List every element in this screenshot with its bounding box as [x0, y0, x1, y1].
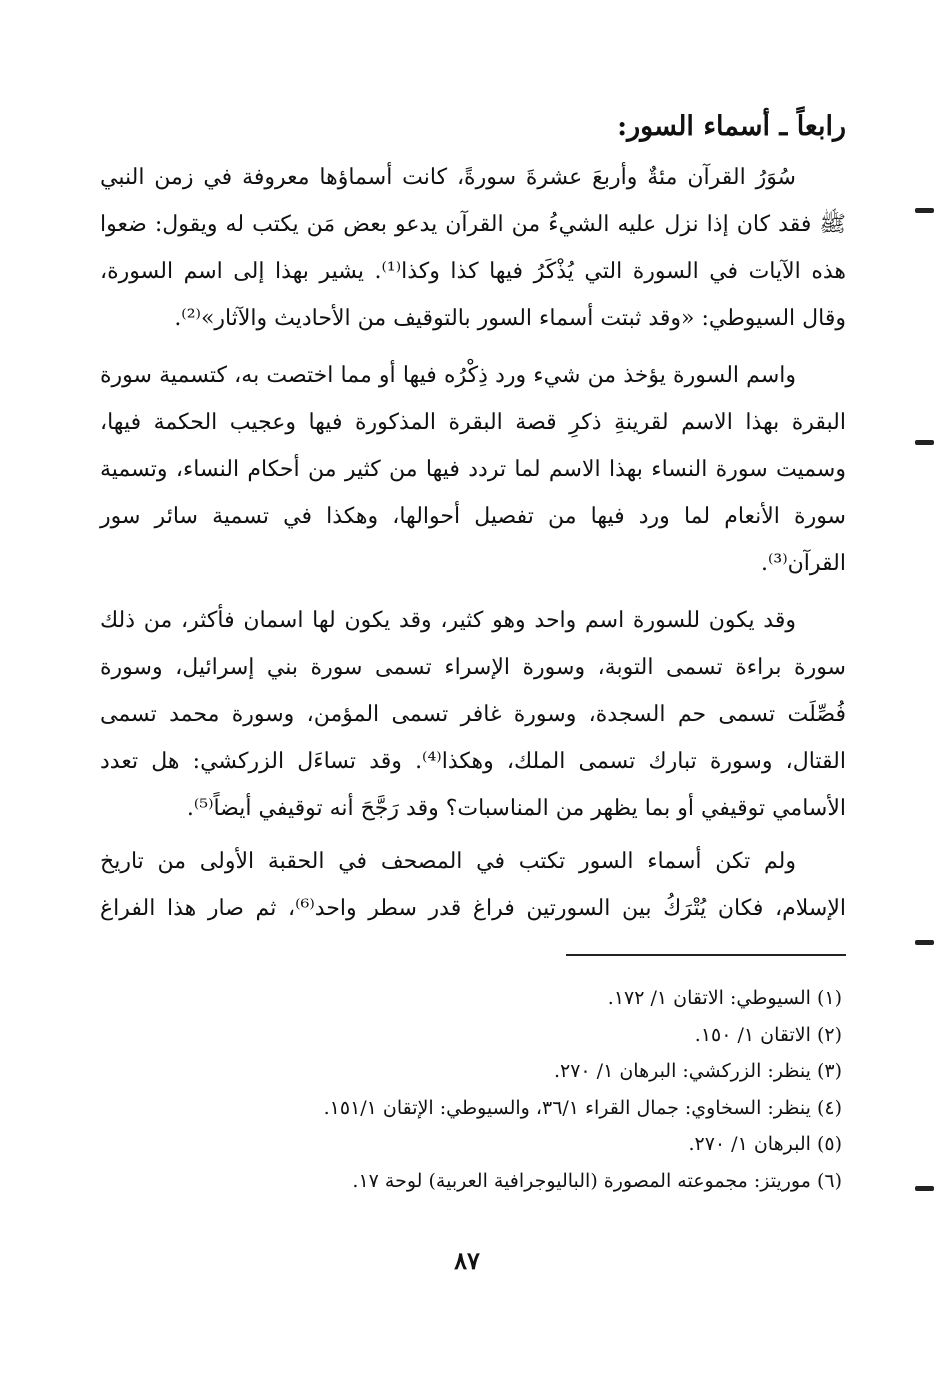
paragraph-multiple-names: وقد يكون للسورة اسم واحد وهو كثير، وقد يكون لها اسمان فأكثر، من ذلك سورة براءة تسمى التوبة، وسورة الإسراء تسمى سورة بني إسرائيل، وسورة فُصِّلَت تسمى حم السجدة، وسورة غافر تسمى المؤمن، وسورة محمد تسمى القتال، وسورة تبارك تسمى الملك، وهكذا⁽⁴⁾. وقد تساءَل الزركشي: هل تعدد الأسامي توقيفي أو بما يظهر من المناسبات؟ وقد رَجَّحَ أنه توقيفي أيضاً⁽⁵⁾. — [100, 608, 846, 821]
scan-edge-mark — [915, 440, 934, 445]
paragraph-surah-count: سُوَرُ القرآن مئةٌ وأربعَ عشرةَ سورةً، كانت أسماؤها معروفة في زمن النبي ﷺ فقد كان إذا نزل عليه الشيءُ من القرآن يدعو بعض مَن يكتب له ويقول: ضعوا هذه الآيات في السورة التي يُذْكَرُ فيها كذا وكذا⁽¹⁾. يشير بهذا إلى اسم السورة، وقال السيوطي: «وقد ثبتت أسماء السور بالتوقيف من الأحاديث والآثار»⁽²⁾. — [100, 165, 846, 331]
footnote-item: (١) السيوطي: الاتقان ١/ ١٧٢. — [607, 987, 842, 1009]
footnote-item: (٦) موريتز: مجموعته المصورة (الباليوجرافية العربية) لوحة ١٧. — [352, 1169, 842, 1192]
paragraph-naming-source: واسم السورة يؤخذ من شيء ورد ذِكْرُه فيها أو مما اختصت به، كتسمية سورة البقرة بهذا الاسم لقرينةِ ذكرِ قصة البقرة المذكورة فيها وعجيب الحكمة فيها، وسميت سورة النساء بهذا الاسم لما تردد فيها من كثير من أحكام النساء، وتسمية سورة الأنعام لما ورد فيها من تفصيل أحوالها، وهكذا في تسمية سائر سور القرآن⁽³⁾. — [100, 363, 846, 576]
paragraph-mushaf-writing: ولم تكن أسماء السور تكتب في المصحف في الحقبة الأولى من تاريخ الإسلام، فكان يُتْرَكُ بين السورتين فراغ قدر سطر واحد⁽⁶⁾، ثم صار هذا الفراغ — [100, 849, 846, 921]
footnotes-list — [100, 980, 846, 1199]
page-number: ٨٧ — [454, 1246, 480, 1275]
section-heading: رابعاً ـ أسماء السور: — [617, 111, 846, 142]
scan-edge-mark — [915, 940, 934, 945]
footnote-item: (٣) ينظر: الزركشي: البرهان ١/ ٢٧٠. — [553, 1060, 842, 1082]
footnote-item: (٤) ينظر: السخاوي: جمال القراء ٣٦/١، والسيوطي: الإتقان ١٥١/١. — [323, 1096, 842, 1119]
scan-edge-mark — [915, 208, 934, 213]
footnote-item: (٥) البرهان ١/ ٢٧٠. — [688, 1133, 842, 1155]
footnote-item: (٢) الاتقان ١/ ١٥٠. — [694, 1023, 842, 1046]
footnote-separator — [566, 954, 846, 956]
scan-edge-mark — [915, 1186, 934, 1191]
